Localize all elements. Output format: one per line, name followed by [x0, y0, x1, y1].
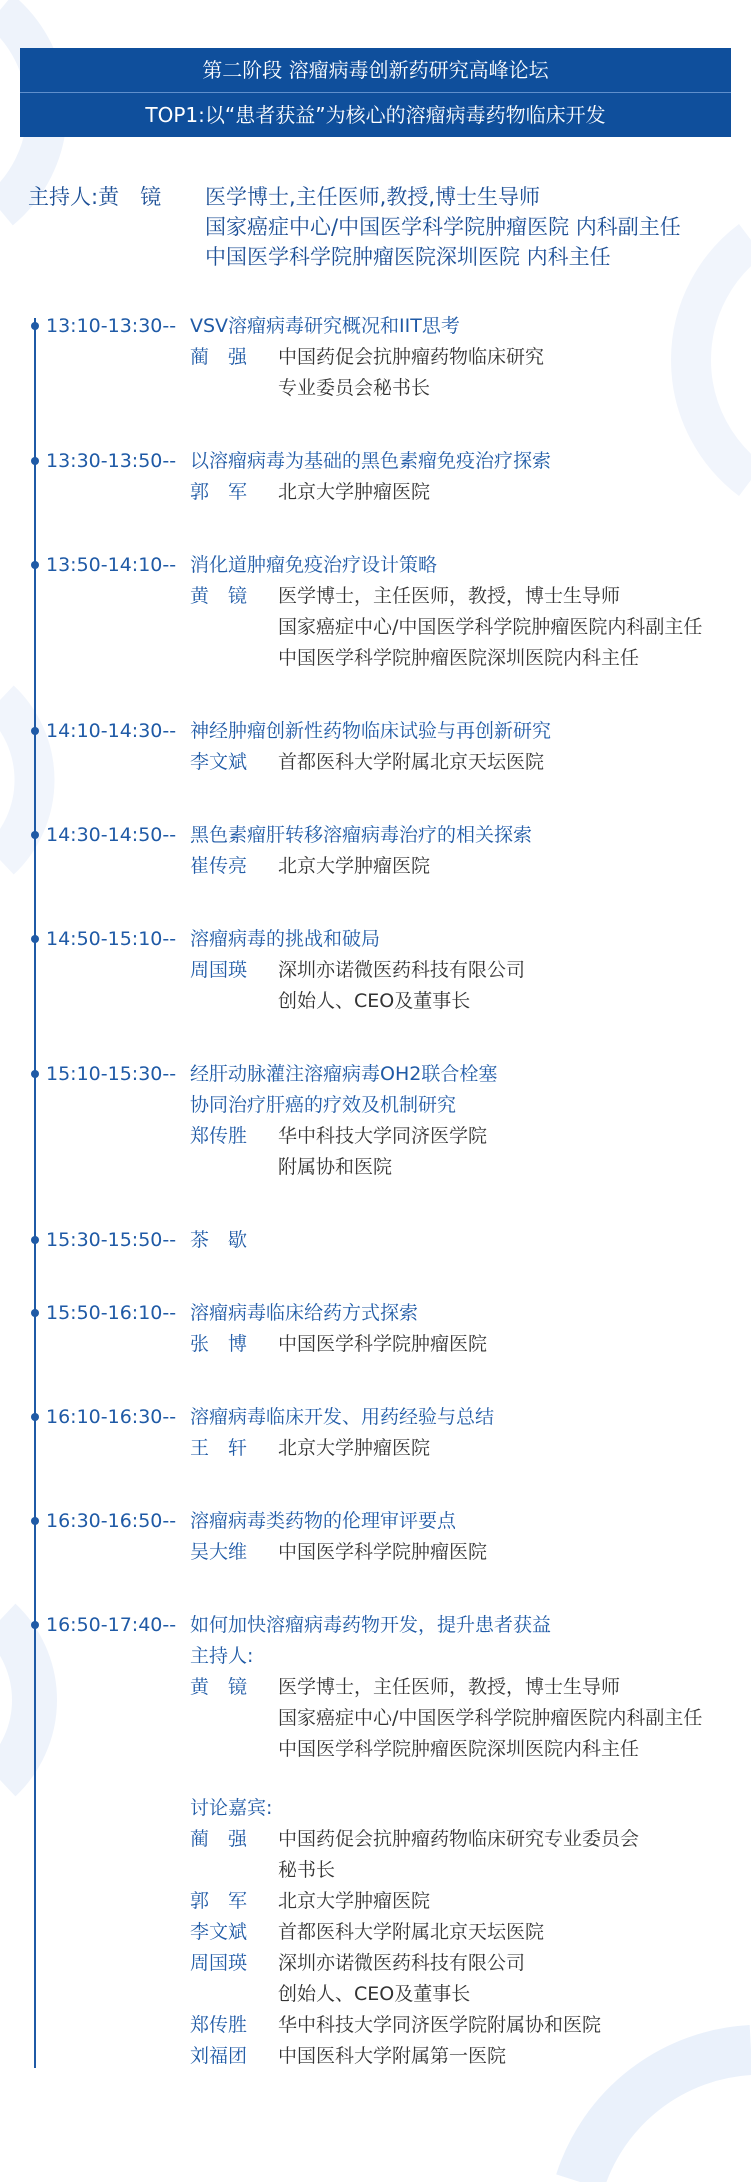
timeline-dot-icon: [31, 561, 39, 569]
agenda-title: 消化道肿瘤免疫治疗设计策略: [190, 554, 438, 576]
speaker-affiliation: 北京大学肿瘤医院: [278, 481, 431, 503]
speaker-name: 周国瑛: [190, 1952, 248, 1974]
speaker-affiliation: 中国医学科学院肿瘤医院深圳医院内科主任: [278, 647, 640, 669]
agenda-item: [0, 1402, 751, 1464]
session-list: [0, 311, 751, 2114]
speaker: [190, 1886, 751, 1917]
speaker: [190, 1537, 751, 1568]
speaker-name: 蔺 强: [190, 346, 248, 368]
agenda-time: 15:30-15:50--: [46, 1229, 177, 1251]
agenda-title: 神经肿瘤创新性药物临床试验与再创新研究: [190, 720, 552, 742]
panelist-label: 讨论嘉宾:: [190, 1797, 273, 1819]
host-credential: 中国医学科学院肿瘤医院深圳医院 内科主任: [205, 245, 611, 269]
speaker: [190, 2010, 751, 2041]
agenda-time: 15:50-16:10--: [46, 1302, 177, 1324]
timeline-dot-icon: [31, 1309, 39, 1317]
agenda-item: [0, 1506, 751, 1568]
speaker-name: 刘福团: [190, 2045, 248, 2067]
speaker: [190, 1672, 751, 1765]
speaker-name: 李文斌: [190, 1921, 248, 1943]
agenda-time: 16:10-16:30--: [46, 1406, 177, 1428]
agenda-item: [0, 1059, 751, 1183]
speaker-affiliation: 中国药促会抗肿瘤药物临床研究: [278, 346, 545, 368]
agenda-item: [0, 311, 751, 404]
agenda-title: 溶瘤病毒的挑战和破局: [190, 928, 381, 950]
speaker-affiliation: 首都医科大学附属北京天坛医院: [278, 1921, 545, 1943]
spacer: [0, 1765, 751, 1793]
agenda-time: 13:30-13:50--: [46, 450, 177, 472]
speaker-name: 张 博: [190, 1333, 248, 1355]
host-block: [28, 182, 681, 272]
speaker-affiliation: 中国医科大学附属第一医院: [278, 2045, 507, 2067]
agenda-item: [0, 820, 751, 882]
speaker-name: 周国瑛: [190, 959, 248, 981]
agenda-title: 经肝动脉灌注溶瘤病毒OH2联合栓塞: [190, 1063, 498, 1085]
speaker-affiliation: 中国医学科学院肿瘤医院: [278, 1333, 488, 1355]
speaker-affiliation: 深圳亦诺微医药科技有限公司: [278, 959, 526, 981]
timeline-dot-icon: [31, 935, 39, 943]
agenda-time: 14:30-14:50--: [46, 824, 177, 846]
speaker: [190, 1824, 751, 1886]
agenda-title: 如何加快溶瘤病毒药物开发，提升患者获益: [190, 1614, 552, 1636]
speaker-affiliation: 国家癌症中心/中国医学科学院肿瘤医院内科副主任: [278, 616, 703, 638]
agenda-time: 16:30-16:50--: [46, 1510, 177, 1532]
agenda-time: 15:10-15:30--: [46, 1063, 177, 1085]
speaker-affiliation: 华中科技大学同济医学院附属协和医院: [278, 2014, 602, 2036]
speaker-name: 吴大维: [190, 1541, 248, 1563]
speaker-name: 崔传亮: [190, 855, 248, 877]
moderator-label: 主持人:: [190, 1645, 254, 1667]
speaker-name: 郑传胜: [190, 1125, 248, 1147]
speaker: [190, 477, 751, 508]
speaker: [190, 851, 751, 882]
agenda-time: 13:50-14:10--: [46, 554, 177, 576]
agenda-time: 13:10-13:30--: [46, 315, 177, 337]
host-credential: 医学博士,主任医师,教授,博士生导师: [205, 185, 541, 209]
header-stage-title: 第二阶段 溶瘤病毒创新药研究高峰论坛: [202, 58, 549, 82]
speaker-affiliation: 首都医科大学附属北京天坛医院: [278, 751, 545, 773]
agenda-item: [0, 1225, 751, 1256]
speaker-affiliation: 华中科技大学同济医学院: [278, 1125, 488, 1147]
agenda-item: [0, 550, 751, 674]
host-credential: 国家癌症中心/中国医学科学院肿瘤医院 内科副主任: [205, 215, 681, 239]
agenda-title: VSV溶瘤病毒研究概况和IIT思考: [190, 315, 460, 337]
speaker: [190, 342, 751, 404]
speaker-name: 黄 镜: [190, 585, 248, 607]
agenda-item-panel: [0, 1610, 751, 2072]
agenda-time: 14:50-15:10--: [46, 928, 177, 950]
agenda-title: 黑色素瘤肝转移溶瘤病毒治疗的相关探索: [190, 824, 533, 846]
timeline-dot-icon: [31, 1413, 39, 1421]
speaker-affiliation: 北京大学肿瘤医院: [278, 1437, 431, 1459]
speaker-name: 郑传胜: [190, 2014, 248, 2036]
speaker-name: 李文斌: [190, 751, 248, 773]
timeline-dot-icon: [31, 457, 39, 465]
speaker: [190, 1329, 751, 1360]
speaker: [190, 1433, 751, 1464]
speaker: [190, 1121, 751, 1183]
speaker-affiliation: 创始人、CEO及董事长: [278, 990, 471, 1012]
speaker: [190, 955, 751, 1017]
agenda-item: [0, 924, 751, 1017]
speaker-affiliation: 北京大学肿瘤医院: [278, 1890, 431, 1912]
agenda-item: [0, 1298, 751, 1360]
speaker-affiliation: 医学博士，主任医师，教授，博士生导师: [278, 585, 621, 607]
agenda-title: 协同治疗肝癌的疗效及机制研究: [190, 1094, 457, 1116]
speaker: [190, 2041, 751, 2072]
agenda-title: 溶瘤病毒类药物的伦理审评要点: [190, 1510, 457, 1532]
agenda-time: 14:10-14:30--: [46, 720, 177, 742]
timeline-dot-icon: [31, 1517, 39, 1525]
speaker: [190, 1948, 751, 2010]
speaker-name: 郭 军: [190, 481, 248, 503]
agenda-item: [0, 446, 751, 508]
speaker: [190, 747, 751, 778]
speaker-affiliation: 附属协和医院: [278, 1156, 393, 1178]
speaker: [190, 581, 751, 674]
speaker-affiliation: 秘书长: [278, 1859, 336, 1881]
agenda-title: 溶瘤病毒临床给药方式探索: [190, 1302, 419, 1324]
host-label: 主持人:黄 镜: [28, 185, 162, 209]
timeline-dot-icon: [31, 1070, 39, 1078]
timeline-dot-icon: [31, 1621, 39, 1629]
timeline-dot-icon: [31, 727, 39, 735]
speaker-affiliation: 国家癌症中心/中国医学科学院肿瘤医院内科副主任: [278, 1707, 703, 1729]
session-header: [20, 48, 731, 137]
speaker-name: 黄 镜: [190, 1676, 248, 1698]
speaker-affiliation: 中国药促会抗肿瘤药物临床研究专业委员会: [278, 1828, 640, 1850]
speaker-affiliation: 中国医学科学院肿瘤医院深圳医院内科主任: [278, 1738, 640, 1760]
agenda-title: 溶瘤病毒临床开发、用药经验与总结: [190, 1406, 495, 1428]
speaker-name: 蔺 强: [190, 1828, 248, 1850]
speaker-affiliation: 深圳亦诺微医药科技有限公司: [278, 1952, 526, 1974]
agenda-title: 茶 歇: [190, 1229, 248, 1251]
agenda-title: 以溶瘤病毒为基础的黑色素瘤免疫治疗探索: [190, 450, 552, 472]
timeline-dot-icon: [31, 831, 39, 839]
timeline-dot-icon: [31, 322, 39, 330]
speaker-name: 王 轩: [190, 1437, 248, 1459]
speaker-affiliation: 北京大学肿瘤医院: [278, 855, 431, 877]
speaker-affiliation: 专业委员会秘书长: [278, 377, 431, 399]
speaker: [190, 1917, 751, 1948]
speaker-affiliation: 医学博士，主任医师，教授，博士生导师: [278, 1676, 621, 1698]
agenda-item: [0, 716, 751, 778]
speaker-affiliation: 创始人、CEO及董事长: [278, 1983, 471, 2005]
speaker-name: 郭 军: [190, 1890, 248, 1912]
speaker-affiliation: 中国医学科学院肿瘤医院: [278, 1541, 488, 1563]
timeline-dot-icon: [31, 1236, 39, 1244]
agenda-time: 16:50-17:40--: [46, 1614, 177, 1636]
header-topic-title: TOP1:以“患者获益”为核心的溶瘤病毒药物临床开发: [20, 92, 731, 137]
